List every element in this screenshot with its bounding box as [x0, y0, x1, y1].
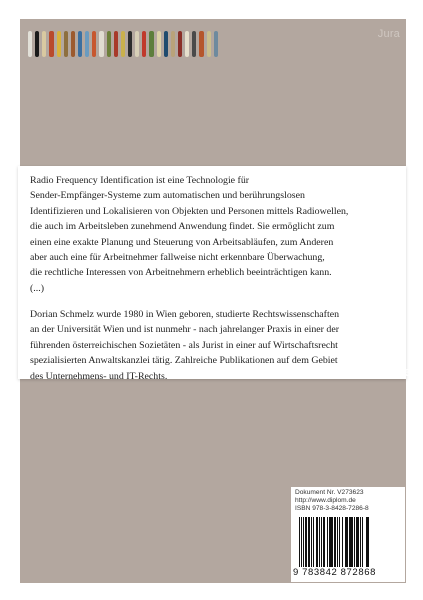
color-swatch: [178, 31, 182, 57]
color-swatch: [78, 31, 82, 57]
document-info: [295, 489, 369, 514]
color-swatch: [121, 31, 125, 57]
color-swatch: [42, 31, 46, 57]
color-swatch: [157, 31, 161, 57]
color-swatch: [207, 31, 211, 57]
color-swatch: [107, 31, 111, 57]
barcode: [299, 517, 399, 567]
color-swatch: [64, 31, 68, 57]
color-swatch: [92, 31, 96, 57]
color-swatch: [57, 31, 61, 57]
document-url: http://www.diplom.de: [295, 497, 356, 505]
color-swatch: [164, 31, 168, 57]
color-swatch: [71, 31, 75, 57]
barcode-bar: [369, 517, 370, 567]
barcode-panel: [291, 487, 405, 582]
color-swatch: [192, 31, 196, 57]
color-swatch: [35, 31, 39, 57]
series-label: Jura: [377, 28, 400, 40]
barcode-digits: 9 783842 872868: [293, 567, 376, 578]
color-swatch: [28, 31, 32, 57]
blurb-paragraph-author: Dorian Schmelz wurde 1980 in Wien geboren, studierte Rechtswissenschaften an der Universität Wien und ist nunmehr - nach jahrelanger Praxis in einer der führenden österreichischen Sozietäten - als Jurist in einer auf Wirtschaftsrecht spezialisierten Anwaltskanzlei tätig. Zahlreiche Publikationen auf dem Gebiet des Unternehmens- und IT-Rechts.: [30, 309, 340, 382]
color-swatch: [49, 31, 53, 57]
color-strip: [28, 31, 218, 57]
color-swatch: [135, 31, 139, 57]
color-swatch: [185, 31, 189, 57]
color-swatch: [149, 31, 153, 57]
document-number: Dokument Nr. V273623: [295, 489, 364, 496]
color-swatch: [128, 31, 132, 57]
blurb-paragraph-summary: Radio Frequency Identification ist eine Technologie für Sender-Empfänger-Systeme zum automatischen und berührungslosen Identifizieren und Lokalisieren von Objekten und Personen mittels Radiowellen, die auch im Arbeitsleben zunehmend Anwendung findet. Sie ermöglicht zum einen eine exakte Planung und Steuerung von Arbeitsabläufen, zum Anderen aber auch eine für Arbeitnehmer fallweise nicht erkennbare Überwachung, die rechtliche Interessen von Arbeitnehmern erheblich beeinträchtigen kann. (...): [30, 175, 349, 294]
color-swatch: [199, 31, 203, 57]
isbn: ISBN 978-3-8428-7286-8: [295, 505, 369, 513]
color-swatch: [99, 31, 103, 57]
blurb-panel: [18, 166, 406, 382]
color-swatch: [142, 31, 146, 57]
color-swatch: [214, 31, 218, 57]
color-swatch: [85, 31, 89, 57]
publisher-url[interactable]: www.diplom.de: [316, 364, 411, 379]
color-swatch: [171, 31, 175, 57]
color-swatch: [114, 31, 118, 57]
